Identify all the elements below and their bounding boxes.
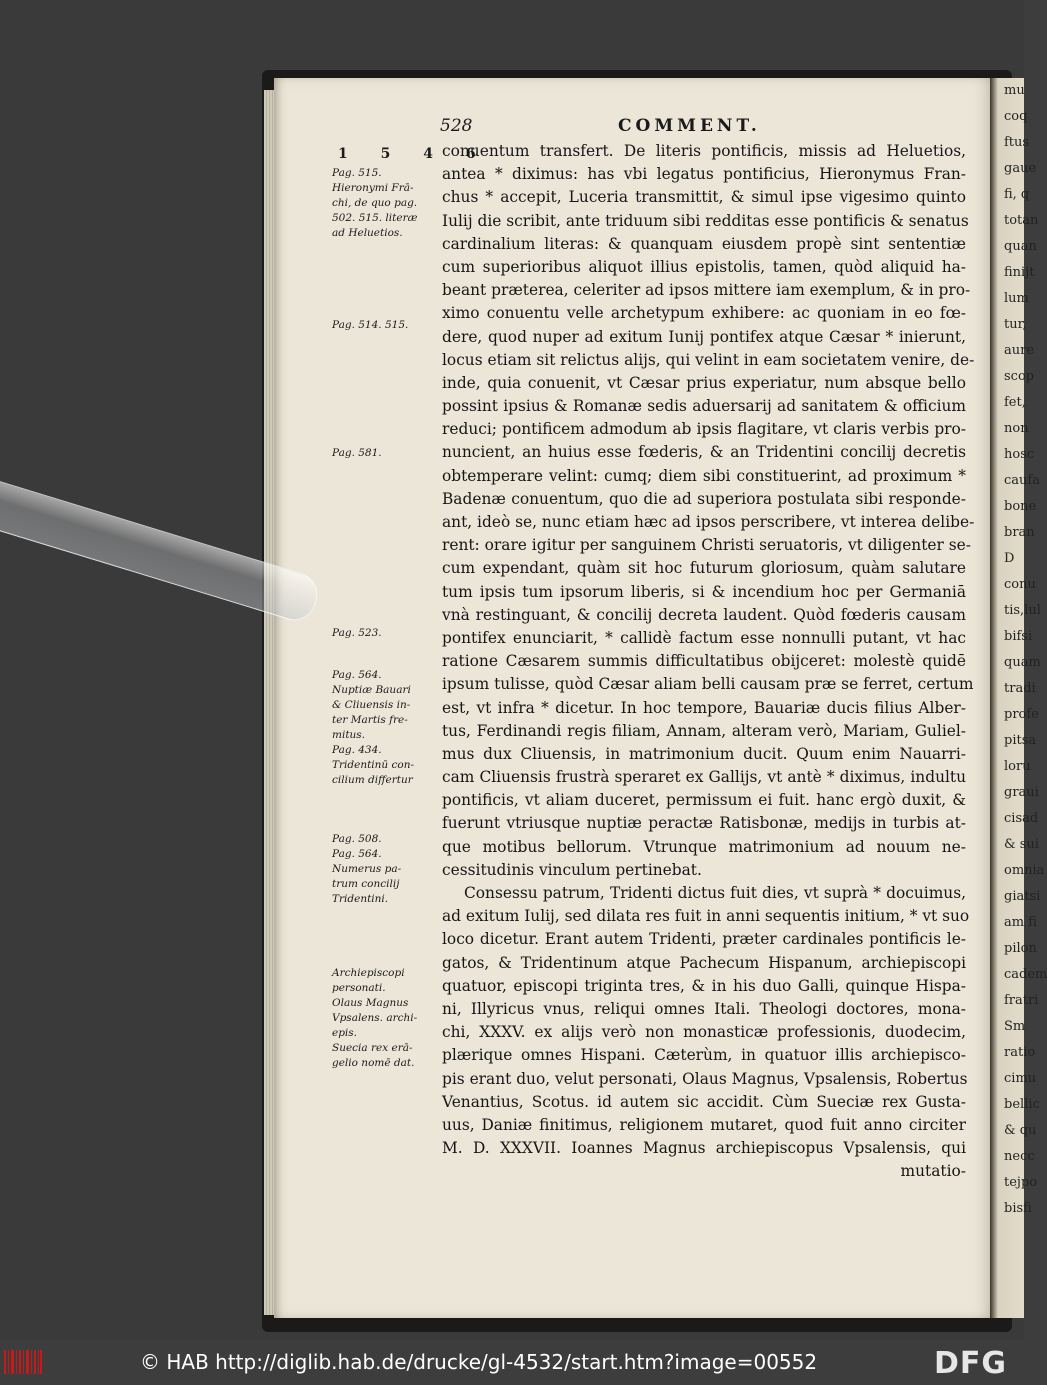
facing-page-word: bisfi [1004, 1201, 1032, 1216]
facing-page-word: graui [1004, 785, 1039, 800]
text-line: uus, Daniæ finitimus, religionem mutaret, quod fuit anno circiter [442, 1115, 966, 1134]
running-title: COMMENT. [618, 116, 761, 136]
text-line: loco dicetur. Erant autem Tridenti, præter cardinales pontificis le- [442, 930, 966, 949]
text-line: Badenæ conuentum, quo die ad superiora postulata sibi responde- [442, 489, 966, 508]
text-line: chi, XXXV. ex alijs verò non monasticæ professionis, duodecim, [442, 1023, 966, 1042]
text-line: cum superioribus aliquot illius epistolis, tamen, quòd aliquid ha- [442, 257, 966, 276]
facing-page-word: gaue [1004, 161, 1037, 176]
text-line: mutatio- [900, 1162, 966, 1181]
facing-page-word: bellic [1004, 1097, 1040, 1112]
facing-page-word: quam [1004, 655, 1041, 670]
text-line: tum ipsis tum ipsorum liberis, si & incendium hoc per Germaniā [442, 582, 966, 601]
facing-page-word: Sm [1004, 1019, 1026, 1034]
text-line: cessitudinis vinculum pertinebat. [442, 860, 702, 879]
facing-page-word: tradi [1004, 681, 1036, 696]
margin-note: Archiepiscopi personati. Olaus Magnus Vpsalens. archi- epis. Suecia rex erā- gelio nomē dat. [332, 967, 418, 1069]
facing-page-word: totan [1004, 213, 1039, 228]
text-line: gatos, & Tridentinum atque Pachecum Hispanum, archiepiscopi [442, 953, 966, 972]
text-line: cardinalium literas: & quanquam eiusdem propè sint sententiæ [442, 234, 966, 253]
text-line: nuncient, an huius esse fœderis, & an Tridentini concilij decretis [442, 443, 966, 462]
page-number: 528 [440, 116, 473, 136]
margin-year: 1 5 4 6 [338, 146, 490, 162]
text-line: mus dux Cliuensis, in matrimonium ducit. Quum enim Nauarri- [442, 744, 966, 763]
facing-page-word: giatsi [1004, 889, 1041, 904]
facing-page-word: bran [1004, 525, 1035, 540]
copyright-link[interactable]: © HAB http://diglib.hab.de/drucke/gl-4532/start.htm?image=00552 [140, 1350, 818, 1374]
text-line: quatuor, episcopi triginta tres, & in his duo Galli, quinque Hispa- [442, 976, 966, 995]
facing-page-word: pilon [1004, 941, 1037, 956]
text-line: antea * diximus: has vbi legatus pontificius, Hieronymus Fran- [442, 165, 966, 184]
text-line: est, vt infra * dicetur. In hoc tempore, Bauariæ ducis filius Alber- [442, 698, 966, 717]
facing-page-word: tejpo [1004, 1175, 1038, 1190]
text-line: cum expendant, quàm sit hoc futurum gloriosum, quàm salutare [442, 559, 966, 578]
footer-bar [0, 1340, 1024, 1385]
text-line: beant præterea, celeriter ad ipsos mittere iam exemplum, & in pro- [442, 281, 971, 300]
text-line: conuentum transfert. De literis pontificis, missis ad Heluetios, [442, 142, 966, 160]
text-line: inde, quia conuenit, vt Cæsar prius experiatur, num absque bello [442, 373, 966, 392]
text-line: ximo conuentu velle archetypum exhibere: ac quoniam in eo fœ- [442, 304, 966, 323]
facing-page-word: pitsa [1004, 733, 1037, 748]
body-text [442, 140, 975, 1183]
facing-page-fragment [990, 78, 1047, 1318]
margin-note: Pag. 515. Hieronymi Frā- chi, de quo pag. 502. 515. literæ ad Heluetios. [332, 167, 418, 239]
barcode-icon [4, 1348, 42, 1376]
facing-page-word: ratio [1004, 1045, 1036, 1060]
margin-note: Pag. 508. Pag. 564. Numerus pa- trum concilij Tridentini. [332, 833, 402, 905]
facing-page-word: fi, q [1004, 187, 1030, 202]
facing-page-word: hosc [1004, 447, 1035, 462]
facing-page-word: aure [1004, 343, 1035, 358]
facing-page-word: loru [1004, 759, 1031, 774]
facing-page-word: caufa [1004, 473, 1040, 488]
text-line: tus, Ferdinandi regis filiam, Annam, alteram verò, Mariam, Guliel- [442, 721, 966, 740]
facing-page-word: finijt [1004, 265, 1035, 280]
facing-page-word: bone [1004, 499, 1037, 514]
text-line: fuerunt vtriusque nuptiæ peractæ Ratisbonæ, medijs in turbis at- [442, 814, 966, 833]
text-line: que motibus bellorum. Vtrunque matrimonium ad nouum ne- [442, 837, 966, 856]
text-line: ipsum tulisse, quòd Cæsar aliam belli causam præ se ferret, certum [442, 675, 974, 694]
facing-page-word: cisad [1004, 811, 1039, 826]
facing-page-word: omnia [1004, 863, 1045, 878]
text-line: locus etiam sit relictus alijs, qui velint in eam societatem venire, de- [442, 350, 975, 369]
facing-page-word: mu [1004, 83, 1025, 98]
facing-page-word: fet, [1004, 395, 1026, 410]
text-line: ratione Cæsarem summis difficultatibus obijceret: molestè quidē [442, 652, 966, 671]
margin-note: Pag. 564. Nuptiæ Bauari & Cliuensis in- ter Martis fre- mitus. Pag. 434. Tridentinū con- cilium differtur [332, 669, 415, 786]
text-line: dere, quod nuper ad exitum Iunij pontifex atque Cæsar * inierunt, [442, 327, 966, 346]
facing-page-word: coq [1004, 109, 1028, 124]
text-line: Venantius, Scotus. id autem sic accidit. Cùm Sueciæ rex Gusta- [442, 1092, 966, 1111]
text-line: reduci; pontificem admodum ab ipsis flagitare, vt claris verbis pro- [442, 420, 966, 439]
dfg-logo: DFG [934, 1346, 1008, 1381]
text-line: ad exitum Iulij, sed dilata res fuit in anni sequentis initium, * vt suo [442, 907, 970, 926]
text-line: obtemperare velint: cumq; diem sibi constituerint, ad proximum * [442, 466, 966, 485]
text-line: pis erant duo, velut personati, Olaus Magnus, Vpsalensis, Robertus [442, 1069, 968, 1088]
text-line: ant, ideò se, nunc etiam hæc ad ipsos perscribere, vt interea delibe- [442, 513, 975, 531]
facing-page-word: cimu [1004, 1071, 1037, 1086]
text-line: chus * accepit, Luceria transmittit, & simul ipse vigesimo quinto [442, 188, 966, 207]
margin-note: Pag. 581. [332, 447, 382, 459]
text-line: ni, Illyricus vnus, reliqui omnes Itali. Theologi doctores, mona- [442, 999, 966, 1018]
facing-page-word: necc [1004, 1149, 1035, 1164]
facing-page-word: non [1004, 421, 1029, 436]
facing-page-word: fratri [1004, 993, 1039, 1008]
margin-note: Pag. 523. [332, 627, 382, 639]
text-line: M. D. XXXVII. Ioannes Magnus archiepiscopus Vpsalensis, qui [442, 1139, 966, 1158]
facing-page-word: tis,lul [1004, 603, 1041, 618]
text-line: Consessu patrum, Tridenti dictus fuit dies, vt suprà * docuimus, [464, 884, 966, 902]
facing-page-word: conu [1004, 577, 1036, 592]
margin-note: Pag. 514. 515. [332, 319, 409, 331]
facing-page-word: bifsi [1004, 629, 1033, 644]
facing-page-word: quan [1004, 239, 1037, 254]
facing-page-word: cadem [1004, 967, 1047, 982]
text-line: possint ipsius & Romanæ sedis aduersarij ad sanitatem & officium [442, 397, 966, 416]
text-line: pontifex enunciarit, * callidè factum esse nonnulli putant, vt hac [442, 628, 966, 647]
text-line: plærique omnes Hispani. Cæterùm, in quatuor illis archiepisco- [442, 1046, 966, 1065]
text-line: vnà restinguant, & concilij decreta laudent. Quòd fœderis causam [442, 605, 966, 624]
text-line: rent: orare igitur per sanguinem Christi seruatoris, vt diligenter se- [442, 536, 971, 555]
facing-page-word: tur, [1004, 317, 1027, 332]
facing-page-word: ftus [1004, 135, 1030, 150]
facing-page-word: lum [1004, 291, 1029, 306]
facing-page-word: scop [1004, 369, 1035, 384]
facing-page-word: & sui [1004, 837, 1039, 852]
facing-page-word: D [1004, 551, 1015, 566]
facing-page-word: profe [1004, 707, 1039, 722]
text-line: pontificis, vt aliam duceret, permissum ei fuit. hanc ergò duxit, & [442, 791, 966, 810]
facing-page-word: am fi [1004, 915, 1037, 930]
text-line: cam Cliuensis frustrà speraret ex Gallijs, vt antè * diximus, indultu [442, 768, 966, 787]
text-line: Iulij die scribit, ante triduum sibi redditas esse pontificis & senatus [442, 211, 969, 230]
facing-page-word: & qu [1004, 1123, 1037, 1138]
